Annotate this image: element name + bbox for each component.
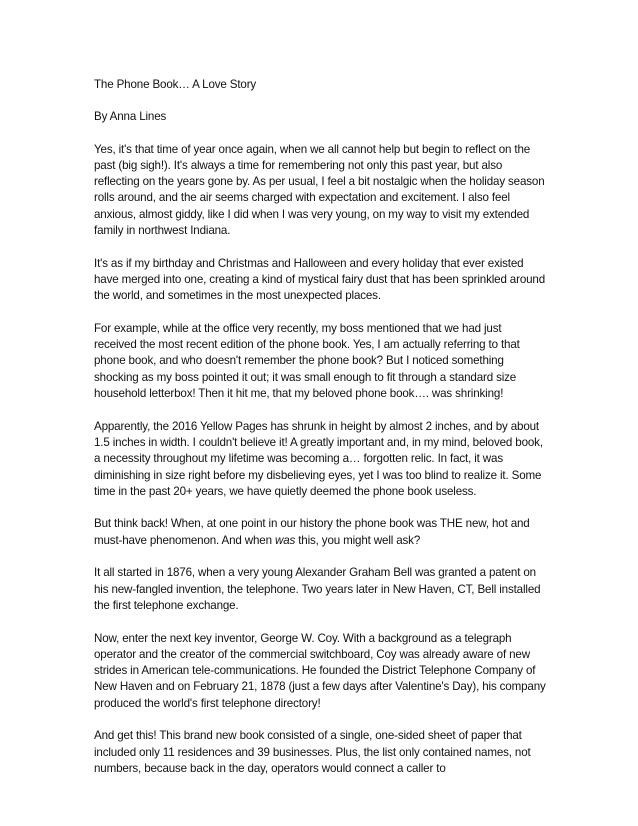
- paragraph-4: Apparently, the 2016 Yellow Pages has shrunk in height by almost 2 inches, and by about 1.5 inches in width. I couldn't believe it! A greatly important and, in my mind, beloved book, a necessity throughout my lifetime was becoming a… forgotten relic. In fact, it was diminishing in size right before my disbelieving eyes, yet I was too blind to realize it. Some time in the past 20+ years, we have quietly deemed the phone book useless.: [94, 419, 543, 498]
- document-title: The Phone Book… A Love Story: [94, 78, 257, 91]
- paragraph-5: [94, 516, 546, 549]
- paragraph-7: Now, enter the next key inventor, George W. Coy. With a background as a telegraph operator and the creator of the commercial switchboard, Coy was already aware of new strides in American tele-communications. He founded the District Telephone Company of New Haven and on February 21, 1878 (just a few days after Valentine's Day), his company produced the world's first telephone directory!: [94, 631, 546, 710]
- document-page: [94, 77, 546, 777]
- paragraph-6: It all started in 1876, when a very young Alexander Graham Bell was granted a patent on his new-fangled invention, the telephone. Two years later in New Haven, CT, Bell installed the first telephone exchange.: [94, 566, 541, 612]
- paragraph-5-start: But think back! When, at one point in our history the phone book was THE new, hot and must-have phenomenon. And when: [94, 517, 530, 547]
- paragraph-2: It's as if my birthday and Christmas and Halloween and every holiday that ever existed have merged into one, creating a kind of mystical fairy dust that has been sprinkled around the world, and sometimes in the most unexpected places.: [94, 256, 546, 303]
- paragraph-1: Yes, it's that time of year once again, when we all cannot help but begin to reflect on the past (big sigh!). It's always a time for remembering not only this past year, but also reflecting on the years gone by. As per usual, I feel a bit nostalgic when the holiday season rolls around, and the air seems charged with expectation and excitement. I also feel anxious, almost giddy, like I did when I was very young, on my way to visit my extended family in northwest Indiana.: [94, 142, 545, 238]
- paragraph-8: And get this! This brand new book consisted of a single, one-sided sheet of paper that included only 11 residences and 39 businesses. Plus, the list only contained names, not numbers, because back in the day, operators would connect a caller to: [94, 729, 531, 775]
- paragraph-3: For example, while at the office very recently, my boss mentioned that we had just received the most recent edition of the phone book. Yes, I am actually referring to that phone book, and who doesn't remember the phone book? But I noticed something shocking as my boss pointed it out; it was small enough to fit through a standard size household letterbox! Then it hit me, that my beloved phone book…. was shrinking!: [94, 321, 520, 401]
- paragraph-5-end: this, you might well ask?: [295, 533, 421, 547]
- author-byline: By Anna Lines: [94, 110, 167, 124]
- emphasized-word: was: [274, 533, 296, 547]
